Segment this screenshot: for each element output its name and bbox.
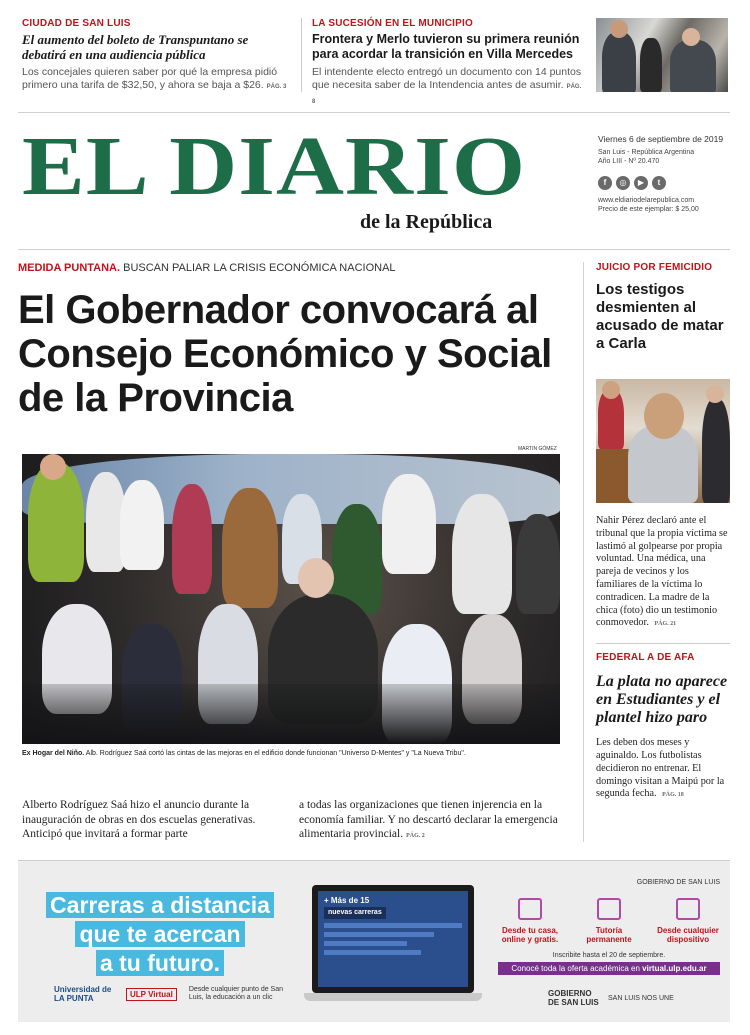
teaser-middle-title[interactable]: Frontera y Merlo tuvieron su primera reunión para acordar la transición en Villa Mercedes bbox=[312, 32, 580, 61]
facebook-icon[interactable]: f bbox=[598, 176, 612, 190]
main-body-right: a todas las organizaciones que tienen injerencia en la economía familiar. Y no descartó declarar la emergencia alimentaria provincial. bbox=[299, 799, 558, 840]
issue-number: Año LIII - Nº 20.470 bbox=[598, 158, 660, 165]
screen-line-2: nuevas carreras bbox=[324, 907, 386, 919]
twitter-icon[interactable]: t bbox=[652, 176, 666, 190]
gov-logo: GOBIERNO DE SAN LUIS bbox=[548, 989, 599, 1007]
teaser-photo[interactable] bbox=[596, 18, 728, 92]
ad-deadline: Inscribite hasta el 20 de septiembre. bbox=[552, 952, 666, 959]
side1-photo[interactable] bbox=[596, 379, 730, 503]
main-photo[interactable] bbox=[22, 454, 560, 744]
teaser-middle[interactable] bbox=[312, 18, 582, 109]
laptop-icon bbox=[518, 898, 542, 920]
main-story bbox=[18, 262, 566, 840]
issue-price: Precio de este ejemplar: $ 25,00 bbox=[598, 206, 699, 213]
ad-government bbox=[548, 989, 674, 1007]
screen-bar bbox=[324, 923, 462, 928]
feature-device bbox=[656, 898, 720, 944]
sidebar bbox=[596, 262, 730, 802]
screen-bar bbox=[324, 941, 407, 946]
newspaper-logo-subtitle: de la República bbox=[360, 211, 493, 233]
main-kicker-rest: BUSCAN PALIAR LA CRISIS ECONÓMICA NACIONAL bbox=[123, 262, 396, 274]
main-kicker-label: MEDIDA PUNTANA. bbox=[18, 262, 121, 274]
tutor-icon bbox=[597, 898, 621, 920]
feature-home-label: Desde tu casa, online y gratis. bbox=[501, 926, 559, 944]
caption-label: Ex Hogar del Niño. bbox=[22, 750, 85, 757]
ad-cta-text: Conocé toda la oferta académica en bbox=[511, 964, 640, 973]
side1-page: PÁG. 21 bbox=[654, 621, 677, 628]
ad-cta[interactable] bbox=[498, 962, 720, 975]
photo-caption bbox=[22, 749, 560, 758]
divider bbox=[596, 643, 730, 644]
issue-location: San Luis - República Argentina bbox=[598, 149, 695, 156]
device-icon bbox=[676, 898, 700, 920]
ad-headline-2: que te acercan bbox=[75, 921, 244, 947]
photo-credit: MARTIN GÓMEZ bbox=[518, 446, 557, 452]
main-body-left: Alberto Rodríguez Saá hizo el anuncio durante la inauguración de obras en dos escuelas generativas. Anticipó que invitará a formar parte bbox=[22, 799, 256, 840]
side2-text: Les deben dos meses y aguinaldo. Los futbolistas decidieron no entrenar. El domingo visitan a Maipú por la segunda fecha. bbox=[596, 737, 725, 800]
laptop-screen bbox=[312, 885, 474, 993]
ad-headline-1: Carreras a distancia bbox=[46, 892, 274, 918]
youtube-icon[interactable]: ▶ bbox=[634, 176, 648, 190]
feature-device-label: Desde cualquier dispositivo bbox=[657, 926, 719, 944]
ulp-virtual-logo: ULP Virtual bbox=[126, 988, 177, 1001]
caption-text: Alb. Rodríguez Saá cortó las cintas de las mejoras en el edificio donde funcionan "Universo D-Mentes" y "La Nueva Tribu". bbox=[85, 750, 466, 757]
screen-bar bbox=[324, 950, 421, 955]
side1-text: Nahir Pérez declaró ante el tribunal que la propia víctima se lastimó al golpearse por propia voluntad. Una médica, una pareja de vecinos y los familiares de la víctima lo contradicen. La madre de la chica (foto) dio un testimonio conmovedor. bbox=[596, 515, 728, 629]
screen-bar bbox=[324, 932, 434, 937]
side2-title[interactable]: La plata no aparece en Estudiantes y el plantel hizo paro bbox=[596, 673, 728, 727]
side2-page: PÁG. 18 bbox=[662, 792, 684, 799]
masthead bbox=[18, 112, 730, 250]
side1-title[interactable]: Los testigos desmienten al acusado de matar a Carla bbox=[596, 281, 724, 352]
feature-home bbox=[498, 898, 562, 944]
teaser-middle-text: El intendente electo entregó un documento con 14 puntos que necesita saber de la Intendencia antes de asumir. bbox=[312, 66, 582, 91]
teaser-middle-page: PÁG. 8 bbox=[312, 84, 582, 105]
ad-logos bbox=[54, 985, 299, 1003]
ad-headline-3: a tu futuro. bbox=[96, 950, 224, 976]
social-icons bbox=[598, 176, 728, 190]
side1-kicker: JUICIO POR FEMICIDIO bbox=[596, 262, 713, 273]
ad-cta-url[interactable]: virtual.ulp.edu.ar bbox=[642, 964, 707, 973]
ad-features bbox=[498, 879, 720, 975]
feature-tutoring bbox=[577, 898, 641, 944]
teaser-left-page: PÁG. 3 bbox=[266, 84, 287, 90]
feature-tutoring-label: Tutoría permanente bbox=[586, 926, 632, 944]
side2-kicker: FEDERAL A DE AFA bbox=[596, 652, 695, 664]
ad-headline bbox=[34, 891, 286, 978]
ad-tagline: Desde cualquier punto de San Luis, la educación a un clic bbox=[188, 986, 284, 1001]
main-headline[interactable]: El Gobernador convocará al Consejo Económico y Social de la Provincia bbox=[18, 288, 552, 420]
advertisement[interactable] bbox=[18, 860, 730, 1022]
ulp-logo: Universidad de LA PUNTA bbox=[54, 985, 112, 1003]
newspaper-logo[interactable]: EL DIARIO bbox=[22, 120, 527, 213]
laptop-base bbox=[304, 993, 482, 1001]
main-body bbox=[22, 798, 562, 844]
column-divider bbox=[583, 262, 584, 842]
main-page: PÁG. 2 bbox=[406, 833, 425, 839]
teaser-middle-kicker: LA SUCESIÓN EN EL MUNICIPIO bbox=[312, 18, 473, 29]
teaser-left[interactable] bbox=[22, 18, 290, 94]
main-kicker bbox=[18, 262, 566, 274]
teaser-left-text: Los concejales quieren saber por qué la empresa pidió primero una tarifa de $32,50, y ahora se baja a $26. bbox=[22, 66, 278, 91]
laptop-illustration bbox=[304, 885, 482, 1007]
top-strip bbox=[18, 14, 730, 105]
teaser-left-kicker: CIUDAD DE SAN LUIS bbox=[22, 18, 131, 29]
teaser-left-title[interactable]: El aumento del boleto de Transpuntano se debatirá en una audiencia pública bbox=[22, 32, 249, 62]
divider bbox=[301, 18, 302, 92]
masthead-info bbox=[598, 135, 728, 214]
screen-line-1: + Más de 15 bbox=[324, 896, 370, 905]
website-link[interactable]: www.eldiariodelarepublica.com bbox=[598, 197, 695, 204]
instagram-icon[interactable]: ◎ bbox=[616, 176, 630, 190]
issue-date: Viernes 6 de septiembre de 2019 bbox=[598, 134, 724, 144]
ad-social: GOBIERNO DE SAN LUIS bbox=[636, 879, 720, 886]
gov-slogan: SAN LUIS NOS UNE bbox=[608, 994, 674, 1002]
